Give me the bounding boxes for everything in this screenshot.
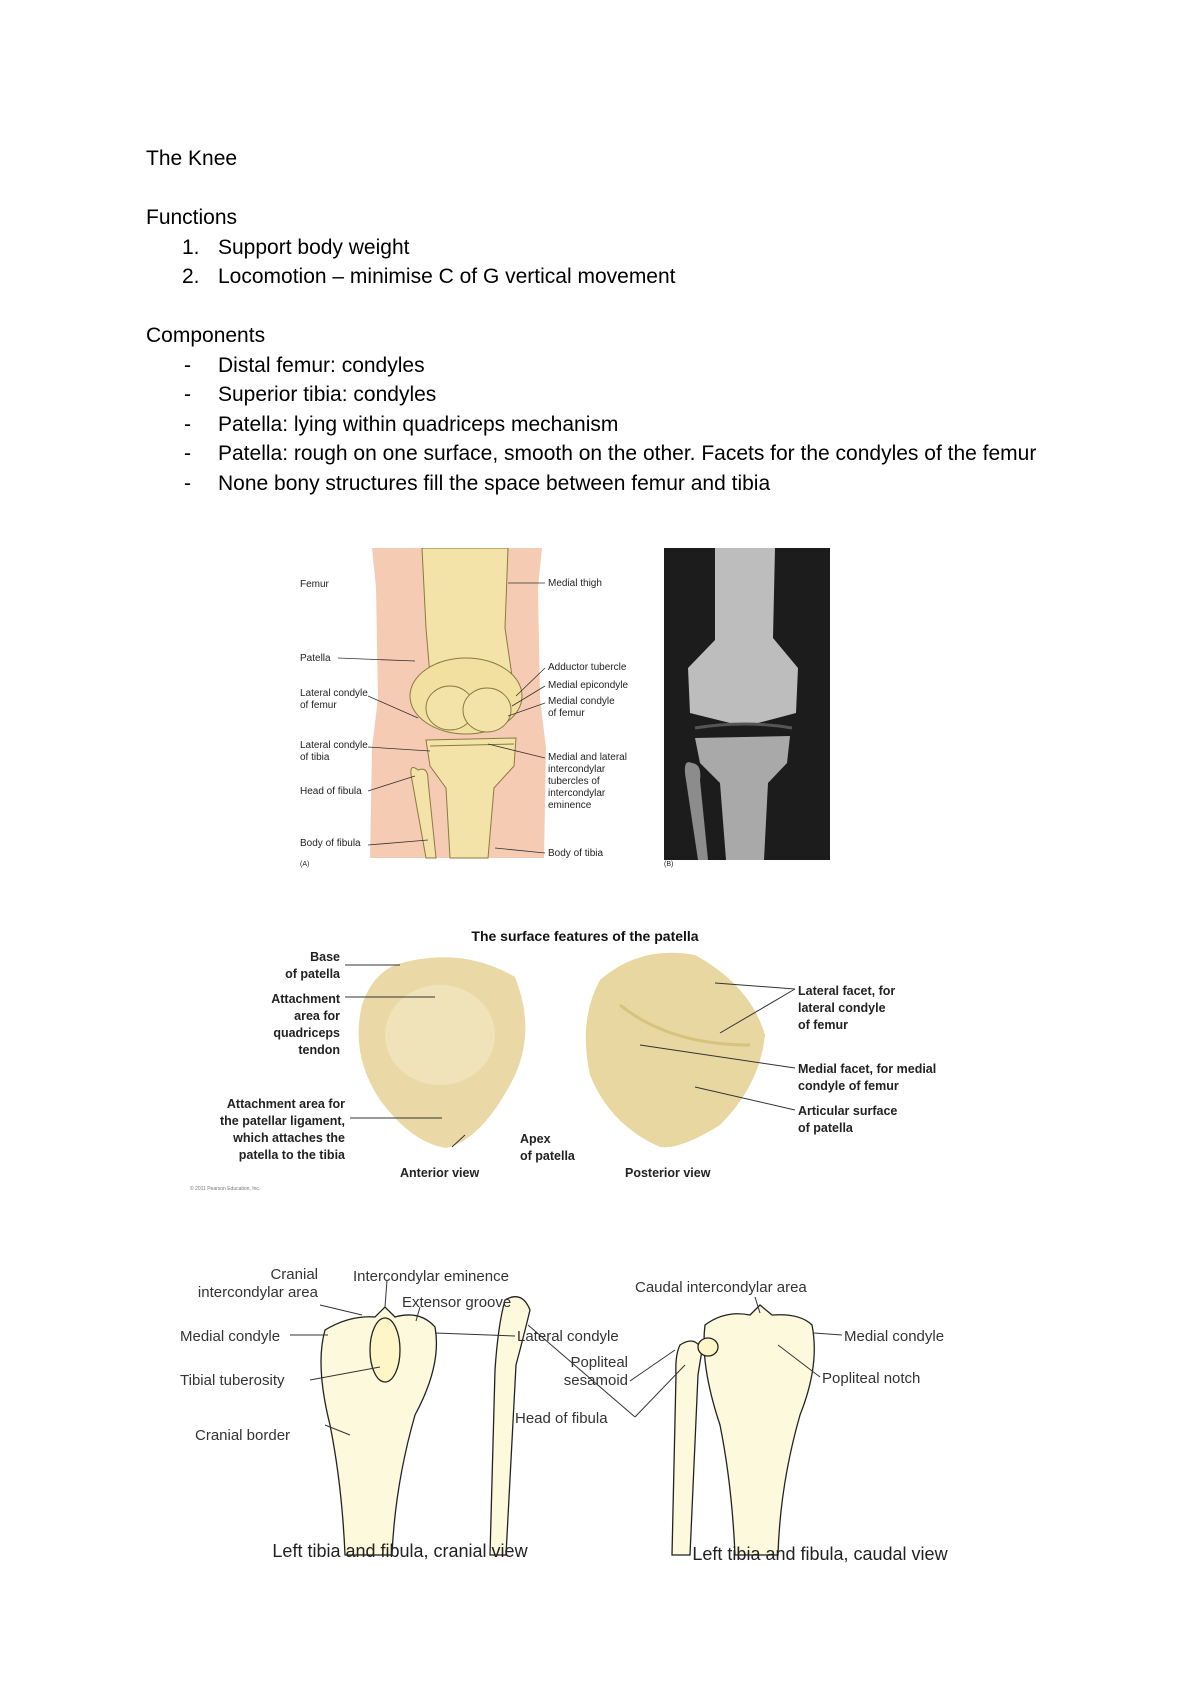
label-cranial-ic: intercondylar area bbox=[197, 1284, 318, 1301]
label-femur: Femur bbox=[300, 579, 329, 590]
list-item: - Patella: lying within quadriceps mechanism bbox=[146, 410, 1046, 440]
patella-anterior-image bbox=[359, 957, 526, 1148]
knee-anatomy-figure bbox=[290, 548, 840, 878]
label-anterior-view: Anterior view bbox=[400, 1166, 480, 1180]
label-intercondylar: eminence bbox=[548, 800, 592, 811]
label-posterior-view: Posterior view bbox=[625, 1166, 711, 1180]
label-articular-surface: of patella bbox=[798, 1121, 853, 1135]
list-item: 2. Locomotion – minimise C of G vertical movement bbox=[182, 265, 676, 288]
label-apex: of patella bbox=[520, 1149, 575, 1163]
list-item: - None bony structures fill the space between femur and tibia bbox=[146, 469, 1046, 499]
label-lateral-condyle: Lateral condyle bbox=[517, 1328, 619, 1345]
components-heading: Components bbox=[146, 324, 266, 347]
label-popliteal-sesamoid: sesamoid bbox=[563, 1372, 628, 1389]
label-intercondylar: intercondylar bbox=[548, 764, 606, 775]
label-medial-condyle-femur: Medial condyle bbox=[548, 696, 615, 707]
label-ic-eminence: Intercondylar eminence bbox=[353, 1268, 509, 1285]
figure3-labels bbox=[180, 1266, 944, 1444]
components-list bbox=[146, 351, 1046, 499]
list-item: - Distal femur: condyles bbox=[146, 351, 1046, 381]
label-ligament: the patellar ligament, bbox=[219, 1114, 345, 1128]
label-lat-condyle-femur: of femur bbox=[300, 700, 337, 711]
label-attachment: area for bbox=[294, 1009, 340, 1023]
label-adductor-tubercle: Adductor tubercle bbox=[548, 662, 627, 673]
label-intercondylar: Medial and lateral bbox=[548, 752, 627, 763]
functions-list bbox=[146, 233, 1046, 292]
knee-xray-image bbox=[664, 548, 830, 860]
label-attachment: tendon bbox=[298, 1043, 340, 1057]
text-content bbox=[146, 144, 1046, 498]
label-base: Base bbox=[310, 950, 340, 964]
label-lat-condyle-femur: Lateral condyle bbox=[300, 688, 368, 699]
label-lateral-facet: of femur bbox=[798, 1018, 848, 1032]
label-panel-b: (B) bbox=[664, 861, 674, 868]
label-ligament: patella to the tibia bbox=[238, 1148, 345, 1162]
label-caudal-ic: Caudal intercondylar area bbox=[635, 1279, 807, 1296]
label-apex: Apex bbox=[520, 1132, 551, 1146]
label-lateral-facet: Lateral facet, for bbox=[798, 984, 896, 998]
label-popliteal-notch: Popliteal notch bbox=[822, 1370, 921, 1387]
label-articular-surface: Articular surface bbox=[798, 1104, 898, 1118]
tibia-caudal-drawing bbox=[672, 1305, 814, 1555]
label-extensor-groove: Extensor groove bbox=[402, 1294, 512, 1311]
label-medial-condyle-r: Medial condyle bbox=[844, 1328, 945, 1345]
list-item: - Patella: rough on one surface, smooth on the other. Facets for the condyles of the femur bbox=[146, 439, 1046, 469]
label-lat-condyle-tibia: Lateral condyle bbox=[300, 740, 368, 751]
label-medial-facet: Medial facet, for medial bbox=[798, 1062, 937, 1076]
list-item: 1. Support body weight bbox=[182, 235, 410, 259]
label-ligament: Attachment area for bbox=[226, 1097, 345, 1111]
patella-figure-title: The surface features of the patella bbox=[471, 928, 699, 944]
patella-figure bbox=[190, 925, 980, 1195]
tibia-fibula-figure bbox=[180, 1255, 1010, 1565]
label-patella: Patella bbox=[300, 653, 331, 664]
label-body-fibula: Body of fibula bbox=[300, 838, 361, 849]
functions-heading: Functions bbox=[146, 206, 238, 229]
label-attachment: quadriceps bbox=[273, 1026, 340, 1040]
caption-cranial: Left tibia and fibula, cranial view bbox=[272, 1541, 528, 1561]
copyright-text: © 2011 Pearson Education, Inc. bbox=[190, 1186, 261, 1192]
label-panel-a: (A) bbox=[300, 861, 310, 868]
label-attachment: Attachment bbox=[271, 992, 340, 1006]
label-lateral-facet: lateral condyle bbox=[798, 1001, 886, 1015]
caption-caudal: Left tibia and fibula, caudal view bbox=[692, 1544, 948, 1564]
label-tibial-tuberosity: Tibial tuberosity bbox=[180, 1372, 285, 1389]
label-head-fibula: Head of fibula bbox=[300, 786, 362, 797]
label-ligament: which attaches the bbox=[233, 1131, 345, 1145]
label-cranial-ic: Cranial bbox=[270, 1266, 318, 1283]
doc-title: The Knee bbox=[146, 147, 238, 170]
label-head-fibula: Head of fibula bbox=[515, 1410, 608, 1427]
label-body-tibia: Body of tibia bbox=[548, 848, 604, 859]
label-cranial-border: Cranial border bbox=[195, 1427, 291, 1444]
figure2-labels bbox=[220, 950, 936, 1180]
label-intercondylar: intercondylar bbox=[548, 788, 606, 799]
list-item: - Superior tibia: condyles bbox=[146, 380, 1046, 410]
label-popliteal-sesamoid: Popliteal bbox=[570, 1354, 628, 1371]
label-base: of patella bbox=[285, 967, 340, 981]
label-medial-facet: condyle of femur bbox=[798, 1079, 899, 1093]
label-medial-condyle-femur: of femur bbox=[548, 708, 585, 719]
knee-illustration bbox=[370, 548, 546, 858]
label-medial-thigh: Medial thigh bbox=[548, 578, 602, 589]
label-intercondylar: tubercles of bbox=[548, 776, 600, 787]
label-medial-epicondyle: Medial epicondyle bbox=[548, 680, 629, 691]
label-medial-condyle: Medial condyle bbox=[180, 1328, 281, 1345]
label-lat-condyle-tibia: of tibia bbox=[300, 752, 330, 763]
